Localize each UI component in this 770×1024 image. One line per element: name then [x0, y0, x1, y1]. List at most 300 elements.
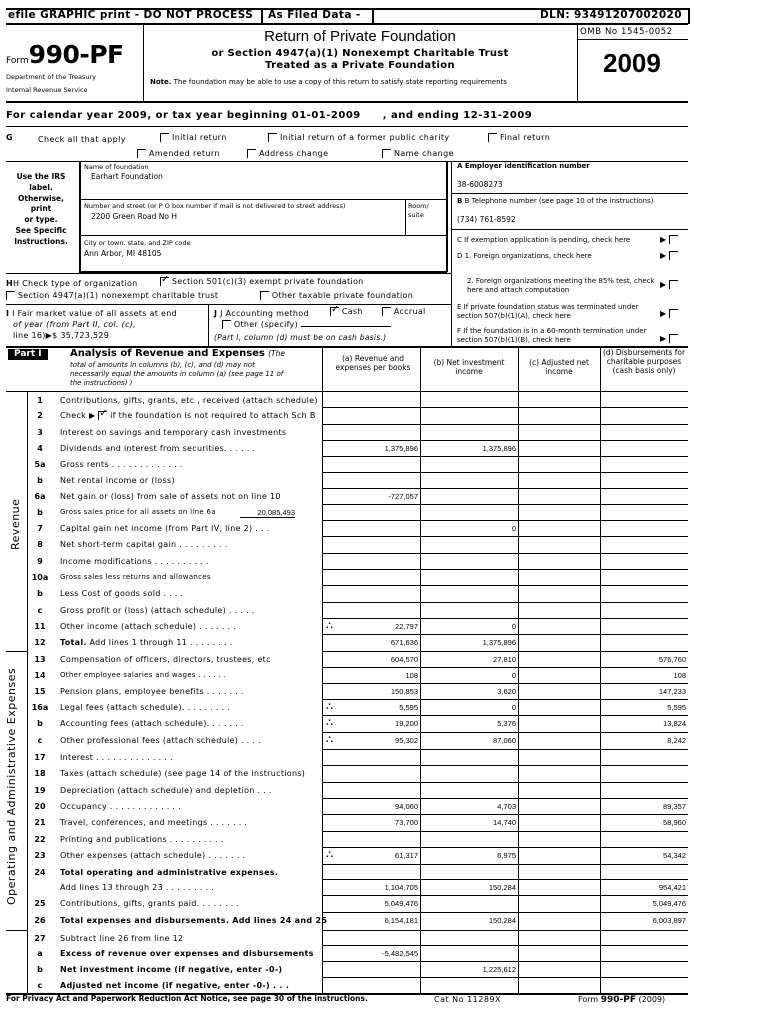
section-501-checkbox[interactable] — [160, 277, 169, 286]
line-description: Net investment income (if negative, enter -0-) — [60, 965, 283, 974]
h-top-rule — [6, 273, 451, 274]
city-state-zip: Ann Arbor, MI 48105 — [84, 249, 162, 258]
foundation-name: Earhart Foundation — [91, 172, 163, 181]
header-bottom-border — [6, 101, 688, 103]
col-d-value: 108 — [673, 671, 686, 680]
attachment-icon[interactable]: ⛬ — [326, 849, 333, 860]
ein-rule — [451, 193, 688, 194]
col-a-value: 671,636 — [390, 638, 418, 647]
line-number: 7 — [37, 524, 43, 533]
line-number: 3 — [37, 428, 43, 437]
amended-return-option[interactable] — [137, 149, 220, 158]
col-d-value: 58,960 — [663, 818, 686, 827]
revenue-side-label: Revenue — [9, 498, 22, 550]
line-number: 26 — [34, 916, 46, 925]
initial-former-checkbox[interactable] — [268, 133, 277, 142]
line-number: 13 — [34, 655, 46, 664]
calendar-rule — [6, 126, 688, 127]
calendar-begin: For calendar year 2009, or tax year beginning 01-01-2009 — [6, 110, 361, 121]
line-number: 25 — [34, 899, 46, 908]
foreign-org-checkbox[interactable] — [669, 251, 678, 260]
h-opt1[interactable] — [160, 277, 364, 286]
line-number: 20 — [34, 802, 46, 811]
line-description: Dividends and interest from securities. . . . . . — [60, 444, 256, 453]
row-rule — [322, 488, 688, 489]
name-change-checkbox[interactable] — [382, 149, 391, 158]
omb-number: OMB No 1545-0052 — [580, 27, 673, 37]
row-rule — [322, 585, 688, 586]
line-number: 8 — [37, 540, 43, 549]
line-number: 2 — [37, 411, 43, 420]
col-a-value: 1,375,896 — [384, 444, 418, 453]
col-b-value: 3,620 — [497, 687, 516, 696]
room-divider — [405, 199, 406, 235]
col-a-value: 94,060 — [395, 802, 418, 811]
row-rule — [322, 945, 688, 946]
line-number: 12 — [34, 638, 46, 647]
col-a-value: 22,797 — [395, 622, 418, 631]
irs-label-block — [6, 172, 76, 248]
section-4947-checkbox[interactable] — [6, 291, 15, 300]
line-description: Total. Add lines 1 through 11 . . . . . . . . — [60, 638, 233, 647]
row-rule — [322, 930, 688, 931]
other-method-label: Other (specify) — [233, 320, 299, 329]
as-filed-label: As Filed Data - — [268, 9, 361, 21]
fair-market-value: line 16)▶$ 35,723,529 — [13, 331, 110, 340]
initial-former-label: Initial return of a former public charity — [279, 133, 450, 142]
form-title: Return of Private Foundation — [264, 28, 456, 45]
gross-sales-value: 20,085,493 — [240, 508, 295, 518]
row-rule — [322, 798, 688, 799]
col-b-header: (b) Net investment income — [433, 358, 505, 376]
irs-label-line-1: Use the IRS — [16, 172, 66, 181]
part-i-title — [70, 348, 285, 359]
line-description: Excess of revenue over expenses and disbursements — [60, 949, 314, 958]
check-prefix: Check ▶ — [60, 411, 99, 420]
line-description: Other employee salaries and wages . . . . . . — [60, 671, 227, 679]
accrual-label: Accrual — [393, 307, 426, 316]
grid-line-num — [27, 392, 28, 993]
final-return-checkbox[interactable] — [488, 133, 497, 142]
line-description: Pension plans, employee benefits . . . . . . . — [60, 687, 244, 696]
row-rule — [322, 520, 688, 521]
line-description: Gross sales less returns and allowances — [60, 573, 211, 581]
row-rule — [322, 912, 688, 913]
line-description: Interest . . . . . . . . . . . . . . — [60, 753, 173, 762]
row-rule — [322, 634, 688, 635]
row-rule — [322, 715, 688, 716]
expenses-side-label: Operating and Administrative Expenses — [5, 667, 18, 905]
line-number: 23 — [34, 851, 46, 860]
foundation-right-border — [446, 161, 448, 272]
footer-form-year: (2009) — [635, 995, 666, 1004]
section-divider-27 — [6, 930, 28, 931]
foundation-left-border — [79, 161, 81, 272]
foreign-85-label: 2. Foreign organizations meeting the 85% test, check here and attach computation — [467, 277, 655, 294]
table-top-rule — [6, 391, 688, 392]
row-rule — [322, 749, 688, 750]
cash-label: Cash — [341, 307, 363, 316]
telephone-label: B B Telephone number (see page 10 of the instructions) — [457, 197, 654, 205]
row-rule — [322, 456, 688, 457]
line-number: b — [37, 508, 43, 517]
row-rule — [322, 536, 688, 537]
irs-label-line-3: Otherwise, — [18, 193, 64, 203]
sch-b-checkbox[interactable] — [98, 411, 107, 420]
row-rule — [322, 472, 688, 473]
col-b-value: 14,740 — [493, 818, 516, 827]
line-description: Less Cost of goods sold . . . . — [60, 589, 184, 598]
catalog-number: Cat No 11289X — [434, 995, 502, 1004]
line-number: 4 — [37, 444, 43, 453]
col-a-value: 108 — [405, 671, 418, 680]
calendar-year-line — [6, 110, 532, 121]
termination-60-checkbox[interactable] — [669, 334, 678, 343]
form-prefix: Form — [6, 56, 29, 66]
exemption-pending-label: C If exemption application is pending, check here — [457, 236, 631, 244]
form-subtitle-1: or Section 4947(a)(1) Nonexempt Charitable Trust — [211, 48, 509, 59]
line-number: 19 — [34, 786, 46, 795]
line-description: Contributions, gifts, grants, etc , received (attach schedule) — [60, 396, 318, 405]
row-rule — [322, 424, 688, 425]
row-rule — [322, 782, 688, 783]
col-d-header: (d) Disbursements for charitable purposes (cash basis only) — [602, 348, 686, 375]
col-d-value: 89,357 — [663, 802, 686, 811]
other-taxable-checkbox[interactable] — [260, 291, 269, 300]
status-terminated-check[interactable]: ▶ — [660, 309, 678, 318]
line-description: Contributions, gifts, grants paid. . . . . . . . — [60, 899, 240, 908]
col-b-value: 5,376 — [497, 719, 516, 728]
footer-form-number: 990-PF — [600, 995, 636, 1005]
col-a-value: 19,200 — [395, 719, 418, 728]
cash-checkbox[interactable] — [330, 307, 339, 316]
address-change-option[interactable] — [247, 149, 328, 158]
line-description: Adjusted net income (if negative, enter -0-) . . . — [60, 981, 290, 990]
col-b-value: 150,284 — [488, 883, 516, 892]
line-description — [60, 411, 316, 420]
line-description: Subtract line 26 from line 12 — [60, 934, 184, 943]
part-i-title-note: (The — [268, 349, 285, 358]
street-rule — [79, 235, 446, 236]
col-b-value: 0 — [511, 622, 516, 631]
col-a-value: -5,482,545 — [382, 949, 418, 958]
omb-rule — [577, 39, 688, 40]
cash-option[interactable] — [330, 307, 363, 316]
i-top-rule — [6, 304, 451, 305]
section-4947-label: Section 4947(a)(1) nonexempt charitable trust — [17, 291, 219, 300]
col-a-value: 95,302 — [395, 736, 418, 745]
check-suffix: if the foundation is not required to attach Sch B — [107, 411, 316, 420]
status-terminated-label: E If private foundation status was terminated under section 507(b)(1)(A), check here — [457, 303, 639, 320]
tax-year: 2009 — [603, 48, 661, 78]
col-a-value: 6,154,181 — [384, 916, 418, 925]
line-description: Net gain or (loss) from sale of assets not on line 10 — [60, 492, 281, 501]
row-rule — [322, 732, 688, 733]
col-b-value: 150,284 — [488, 916, 516, 925]
col-d-value: 6,003,897 — [652, 916, 686, 925]
col-b-value: 1,375,896 — [482, 444, 516, 453]
row-rule — [322, 879, 688, 880]
line-description: Other professional fees (attach schedule) . . . . — [60, 736, 261, 745]
initial-return-option[interactable] — [160, 133, 227, 142]
line-description: Other expenses (attach schedule) . . . . . . . — [60, 851, 246, 860]
name-change-label: Name change — [393, 149, 454, 158]
foundation-name-label: Name of foundation — [84, 163, 149, 171]
line-description: Travel, conferences, and meetings . . . . . . . — [60, 818, 248, 827]
line-description: Interest on savings and temporary cash investments — [60, 428, 287, 437]
part-i-desc-2: necessarily equal the amounts in column (a) (see page 11 of — [70, 370, 284, 378]
line-number: 9 — [37, 557, 43, 566]
line-number: 14 — [34, 671, 46, 680]
line-number: 6a — [34, 492, 46, 501]
col-b-value: 27,810 — [493, 655, 516, 664]
dln-number: DLN: 93491207002020 — [540, 9, 682, 21]
line-description: Add lines 13 through 23 . . . . . . . . . — [60, 883, 215, 892]
accrual-checkbox[interactable] — [382, 307, 391, 316]
banner-divider-1 — [261, 8, 263, 24]
street-label: Number and street (or P O box number if mail is not delivered to street address) — [84, 202, 346, 210]
col-d-value: 576,760 — [658, 655, 686, 664]
termination-60-check[interactable]: ▶ — [660, 334, 678, 343]
address-change-checkbox[interactable] — [247, 149, 256, 158]
attachment-icon[interactable]: ⛬ — [326, 701, 333, 712]
part-i-desc-3: the instructions) ) — [70, 379, 133, 387]
row-rule — [322, 651, 688, 652]
calendar-end: , and ending 12-31-2009 — [382, 110, 533, 121]
accrual-option[interactable] — [382, 307, 426, 316]
col-d-value: 954,421 — [658, 883, 686, 892]
line-number: b — [37, 719, 43, 728]
i-line-2: of year (from Part II, col. (c), — [13, 320, 136, 329]
attachment-icon[interactable]: ⛬ — [326, 620, 333, 631]
line-description: Depreciation (attach schedule) and depletion . . . — [60, 786, 272, 795]
foreign-org-label: D 1. Foreign organizations, check here — [457, 252, 592, 260]
row-rule — [322, 864, 688, 865]
line-number: 27 — [34, 934, 46, 943]
col-a-value: -727,057 — [388, 492, 418, 501]
line-number: 18 — [34, 769, 46, 778]
line-description: Other income (attach schedule) . . . . . . . — [60, 622, 237, 631]
h-opt2[interactable] — [6, 291, 218, 300]
part-i-desc — [70, 361, 283, 388]
efile-banner: efile GRAPHIC print - DO NOT PROCESS — [8, 9, 254, 21]
cash-basis-note: (Part I, column (d) must be on cash basis.) — [214, 333, 387, 342]
telephone-label-text: B Telephone number (see page 10 of the instructions) — [464, 197, 654, 205]
foreign-org-check[interactable]: ▶ — [660, 251, 678, 260]
row-rule — [322, 961, 688, 962]
col-b-value: 6,975 — [497, 851, 516, 860]
line-description: Gross rents . . . . . . . . . . . . . — [60, 460, 183, 469]
banner-bottom-border — [6, 23, 688, 25]
line-number: 24 — [34, 868, 46, 877]
g-label: G — [6, 133, 13, 142]
ij-divider — [208, 304, 209, 346]
other-method-input[interactable] — [301, 326, 391, 327]
foreign-85-checkbox[interactable] — [669, 280, 678, 289]
col-a-value: 5,049,476 — [384, 899, 418, 908]
line-description: Gross sales price for all assets on line 6a — [60, 508, 216, 516]
line-description: Legal fees (attach schedule). . . . . . . . . — [60, 703, 231, 712]
row-rule — [322, 407, 688, 408]
other-method-option[interactable] — [222, 320, 391, 329]
line-number: c — [37, 736, 43, 745]
line-number: 16a — [31, 703, 49, 712]
irs-label: Internal Revenue Service — [6, 86, 88, 94]
amended-return-checkbox[interactable] — [137, 149, 146, 158]
amended-return-label: Amended return — [148, 149, 220, 158]
col-d-value: 5,049,476 — [652, 899, 686, 908]
final-return-label: Final return — [499, 133, 551, 142]
initial-former-option[interactable] — [268, 133, 450, 142]
foundation-name-rule — [79, 199, 446, 200]
row-rule — [322, 993, 688, 994]
initial-return-checkbox[interactable] — [160, 133, 169, 142]
col-a-value: 73,700 — [395, 818, 418, 827]
line-number: c — [37, 981, 43, 990]
line-number: 10a — [31, 573, 49, 582]
privacy-notice: For Privacy Act and Paperwork Reduction Act Notice, see page 30 of the instructions. — [6, 994, 368, 1003]
ein-label: A Employer identification number — [457, 162, 590, 170]
line-number: a — [37, 949, 43, 958]
line-number: c — [37, 606, 43, 615]
col-d-value: 5,595 — [667, 703, 686, 712]
row-rule — [322, 504, 688, 505]
line-number: 17 — [34, 753, 46, 762]
other-method-checkbox[interactable] — [222, 320, 231, 329]
col-d-value: 13,824 — [663, 719, 686, 728]
line-description: Occupancy . . . . . . . . . . . . . — [60, 802, 181, 811]
row-rule — [322, 847, 688, 848]
j-label: J J Accounting method — [214, 309, 309, 318]
line-number: 1 — [37, 396, 43, 405]
name-change-option[interactable] — [382, 149, 454, 158]
irs-label-line-6: See Specific — [15, 225, 67, 235]
other-taxable-label: Other taxable private foundation — [271, 291, 414, 300]
line-description: Capital gain net income (from Part IV, line 2) . . . — [60, 524, 270, 533]
address-change-label: Address change — [258, 149, 329, 158]
section-divider — [6, 651, 28, 652]
row-rule — [322, 569, 688, 570]
line-description: Printing and publications . . . . . . . . . . — [60, 835, 224, 844]
row-rule — [322, 683, 688, 684]
part-i-tag: Part I — [8, 349, 48, 360]
col-a-value: 5,595 — [399, 703, 418, 712]
col-b-value: 4,703 — [497, 802, 516, 811]
irs-label-line-4: print — [30, 204, 52, 214]
col-a-value: 150,853 — [390, 687, 418, 696]
col-b-value: 1,375,896 — [482, 638, 516, 647]
row-rule — [322, 895, 688, 896]
line-number: 5a — [34, 460, 46, 469]
row-rule — [322, 831, 688, 832]
line-description: Net rental income or (loss) — [60, 476, 175, 485]
row-rule — [322, 440, 688, 441]
form-number: 990-PF — [28, 40, 124, 69]
right-block-border — [451, 161, 452, 346]
attachment-icon[interactable]: ⛬ — [326, 734, 333, 745]
status-terminated-checkbox[interactable] — [669, 309, 678, 318]
note-text: The foundation may be able to use a copy of this return to satisfy state reporting requirements — [171, 78, 507, 86]
row-rule — [322, 765, 688, 766]
line-description: Net short-term capital gain . . . . . . . . . — [60, 540, 228, 549]
total-label: Total. — [60, 638, 87, 647]
exemption-pending-checkbox[interactable] — [669, 235, 678, 244]
col-a-value: 604,570 — [390, 655, 418, 664]
line-number: 21 — [34, 818, 46, 827]
final-return-option[interactable] — [488, 133, 550, 142]
h-label-text: H Check type of organization — [13, 279, 138, 288]
col-a-value: 1,104,705 — [384, 883, 418, 892]
line-description: Total operating and administrative expenses. — [60, 868, 279, 877]
line-description: Gross profit or (loss) (attach schedule) . . . . . — [60, 606, 255, 615]
line-number: 11 — [34, 622, 46, 631]
telephone-rule — [451, 229, 688, 230]
line-description: Accounting fees (attach schedule). . . . . . . — [60, 719, 244, 728]
row-rule — [322, 618, 688, 619]
part-i-title-text: Analysis of Revenue and Expenses — [70, 348, 265, 359]
line-description: Taxes (attach schedule) (see page 14 of the instructions) — [60, 769, 306, 778]
col-b-value: 0 — [511, 524, 516, 533]
line-number: b — [37, 965, 43, 974]
col-a-header: (a) Revenue and expenses per books — [335, 354, 411, 372]
irs-label-line-2: label. — [29, 182, 53, 192]
line-number: 22 — [34, 835, 46, 844]
h-label: HH Check type of organization — [6, 279, 138, 288]
i-label-text: I Fair market value of all assets at end — [12, 309, 177, 318]
part-i-desc-1: total of amounts in columns (b), (c), and (d) may not — [70, 361, 255, 369]
row-rule — [322, 667, 688, 668]
line-number: b — [37, 476, 43, 485]
form-id — [6, 40, 124, 69]
year-divider — [577, 23, 578, 101]
col-b-value: 0 — [511, 671, 516, 680]
note-bold: Note. — [150, 78, 172, 86]
h-opt3[interactable] — [260, 291, 413, 300]
footer-form-label: Form — [578, 995, 601, 1004]
attachment-icon[interactable]: ⛬ — [326, 717, 333, 728]
room-suite-label: Room/ suite — [408, 202, 429, 219]
line-number: 15 — [34, 687, 46, 696]
city-label: City or town, state, and ZIP code — [84, 239, 191, 247]
col-d-value: 147,233 — [658, 687, 686, 696]
dept-treasury: Department of the Treasury — [6, 73, 97, 81]
col-b-value: 87,060 — [493, 736, 516, 745]
line-number: b — [37, 589, 43, 598]
ein-value: 38-6008273 — [457, 180, 503, 189]
foreign-85-check[interactable]: ▶ — [660, 280, 678, 289]
irs-label-line-7: Instructions. — [14, 236, 68, 246]
i-label: I I Fair market value of all assets at end — [6, 309, 177, 318]
check-all-label: Check all that apply — [38, 135, 126, 144]
col-a-value: 61,317 — [395, 851, 418, 860]
col-b-value: 0 — [511, 703, 516, 712]
initial-return-label: Initial return — [171, 133, 227, 142]
termination-60-label: F If the foundation is in a 60-month termination under section 507(b)(1)(B), check here — [457, 327, 647, 344]
line-description: Compensation of officers, directors, trustees, etc — [60, 655, 271, 664]
j-label-text: J Accounting method — [220, 309, 309, 318]
col-b-value: 1,225,612 — [482, 965, 516, 974]
exemption-pending-check[interactable]: ▶ — [660, 235, 678, 244]
footer-form — [578, 995, 665, 1005]
banner-divider-2 — [372, 8, 374, 24]
irs-label-line-5: or type. — [24, 215, 58, 225]
row-rule — [322, 814, 688, 815]
row-rule — [322, 602, 688, 603]
street-address: 2200 Green Road No H — [91, 212, 177, 221]
row-rule — [322, 553, 688, 554]
form-note — [150, 78, 507, 86]
banner-right-border — [688, 8, 690, 24]
